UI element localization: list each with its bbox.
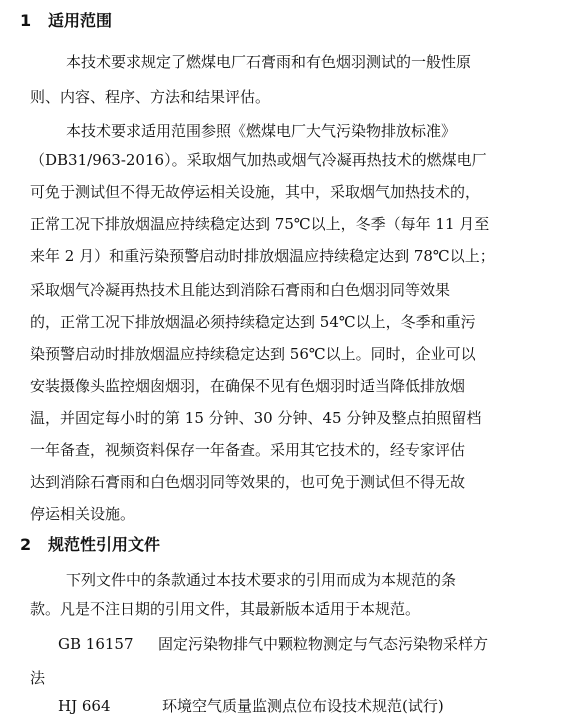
reference-code: HJ 664 xyxy=(58,697,111,715)
section-1-number: 1 xyxy=(20,11,32,30)
paragraph-line: （DB31/963-2016）。采取烟气加热或烟气冷凝再热技术的燃煤电厂 xyxy=(30,151,487,169)
paragraph-line: 本技术要求规定了燃煤电厂石膏雨和有色烟羽测试的一般性原 xyxy=(66,53,472,71)
paragraph-line: 达到消除石膏雨和白色烟羽同等效果的，也可免于测试但不得无故 xyxy=(30,473,466,491)
paragraph-line: 下列文件中的条款通过本技术要求的引用而成为本规范的条 xyxy=(66,571,457,589)
reference-code: GB 16157 xyxy=(58,635,134,653)
paragraph-line: 本技术要求适用范围参照《燃煤电厂大气污染物排放标准》 xyxy=(66,122,457,140)
section-2-heading xyxy=(20,534,160,556)
section-2-number: 2 xyxy=(20,535,32,554)
paragraph-line: 正常工况下排放烟温应持续稳定达到 75℃以上，冬季（每年 11 月至 xyxy=(30,215,490,233)
section-1-title: 适用范围 xyxy=(48,11,113,30)
paragraph-line: 一年备查，视频资料保存一年备查。采用其它技术的，经专家评估 xyxy=(30,441,466,459)
section-1-heading xyxy=(20,10,112,32)
paragraph-line: 款。凡是不注日期的引用文件，其最新版本适用于本规范。 xyxy=(30,600,421,618)
reference-title-continued: 法 xyxy=(30,669,46,687)
paragraph-line: 停运相关设施。 xyxy=(30,505,136,523)
paragraph-line: 可免于测试但不得无故停运相关设施，其中，采取烟气加热技术的， xyxy=(30,183,481,201)
paragraph-line: 采取烟气冷凝再热技术且能达到消除石膏雨和白色烟羽同等效果 xyxy=(30,281,451,299)
paragraph-line: 来年 2 月）和重污染预警启动时排放烟温应持续稳定达到 78℃以上； xyxy=(30,247,495,265)
paragraph-line: 温，并固定每小时的第 15 分钟、30 分钟、45 分钟及整点拍照留档 xyxy=(30,409,482,427)
paragraph-line: 染预警启动时排放烟温应持续稳定达到 56℃以上。同时，企业可以 xyxy=(30,345,476,363)
paragraph-line: 则、内容、程序、方法和结果评估。 xyxy=(30,88,271,106)
reference-title: 固定污染物排气中颗粒物测定与气态污染物采样方 xyxy=(158,635,489,653)
section-2-title: 规范性引用文件 xyxy=(48,535,161,554)
reference-title: 环境空气质量监测点位布设技术规范(试行) xyxy=(162,697,444,715)
paragraph-line: 的，正常工况下排放烟温必须持续稳定达到 54℃以上，冬季和重污 xyxy=(30,313,476,331)
paragraph-line: 安装摄像头监控烟囱烟羽，在确保不见有色烟羽时适当降低排放烟 xyxy=(30,377,466,395)
